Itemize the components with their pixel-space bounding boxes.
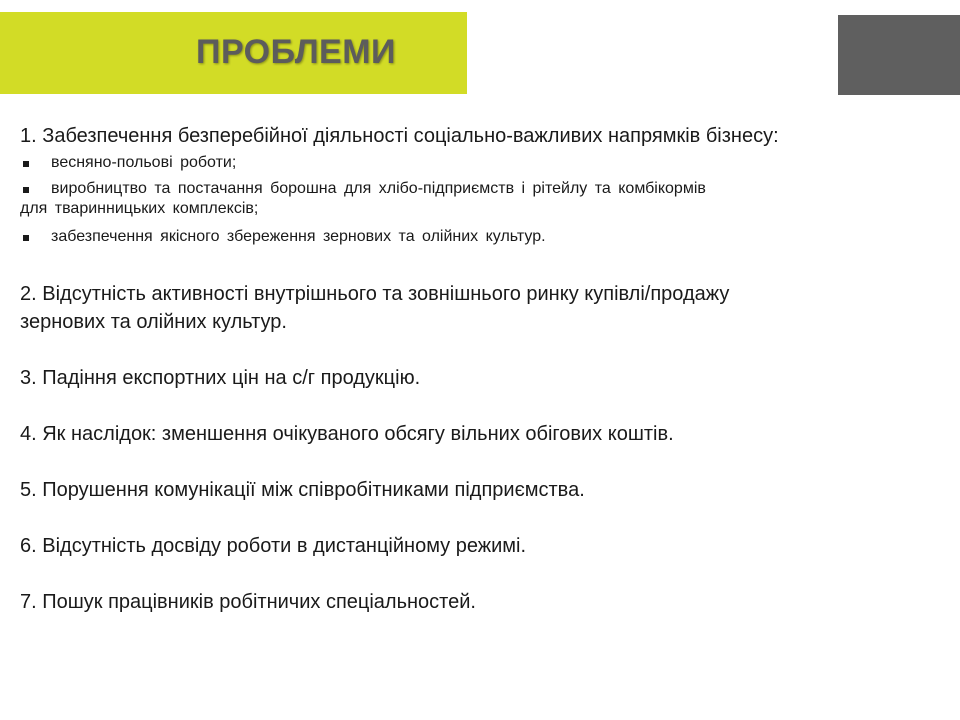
spacer xyxy=(20,448,945,476)
spacer xyxy=(20,504,945,532)
bullet-continuation: для тваринницьких комплексів; xyxy=(20,200,259,217)
problem-item-3: 3. Падіння експортних цін на с/г продукцію. xyxy=(20,367,421,389)
spacer xyxy=(20,560,945,588)
problem-item-1-bullets xyxy=(20,150,945,202)
problem-item-7: 7. Пошук працівників робітничих спеціальностей. xyxy=(20,591,476,613)
problem-item-6: 6. Відсутність досвіду роботи в дистанційному режимі. xyxy=(20,535,527,557)
slide-title: ПРОБЛЕМИ xyxy=(196,33,396,71)
square-bullet-icon xyxy=(23,161,29,167)
list-item xyxy=(20,176,945,202)
spacer xyxy=(20,250,945,280)
problem-item-1: 1. Забезпечення безперебійної діяльності соціально-важливих напрямків бізнесу: xyxy=(20,125,779,147)
problem-item-2-line-2: зернових та олійних культур. xyxy=(20,311,287,333)
problem-list xyxy=(20,122,945,616)
problem-item-4: 4. Як наслідок: зменшення очікуваного обсягу вільних обігових коштів. xyxy=(20,423,674,445)
problem-item-5: 5. Порушення комунікації між співробітниками підприємства. xyxy=(20,479,585,501)
problem-item-1-bullets-continued xyxy=(20,224,945,250)
list-item xyxy=(20,150,945,176)
bullet-text: весняно-польові роботи; xyxy=(51,154,237,171)
list-item xyxy=(20,224,945,250)
bullet-text: забезпечення якісного збереження зернових та олійних культур. xyxy=(51,228,546,245)
spacer xyxy=(20,392,945,420)
corner-decoration xyxy=(838,15,960,95)
problem-item-2-line-1: 2. Відсутність активності внутрішнього та зовнішнього ринку купівлі/продажу xyxy=(20,283,730,305)
square-bullet-icon xyxy=(23,187,29,193)
square-bullet-icon xyxy=(23,235,29,241)
bullet-text: виробництво та постачання борошна для хлібо-підприємств і рітейлу та комбікормів xyxy=(51,180,706,197)
spacer xyxy=(20,336,945,364)
